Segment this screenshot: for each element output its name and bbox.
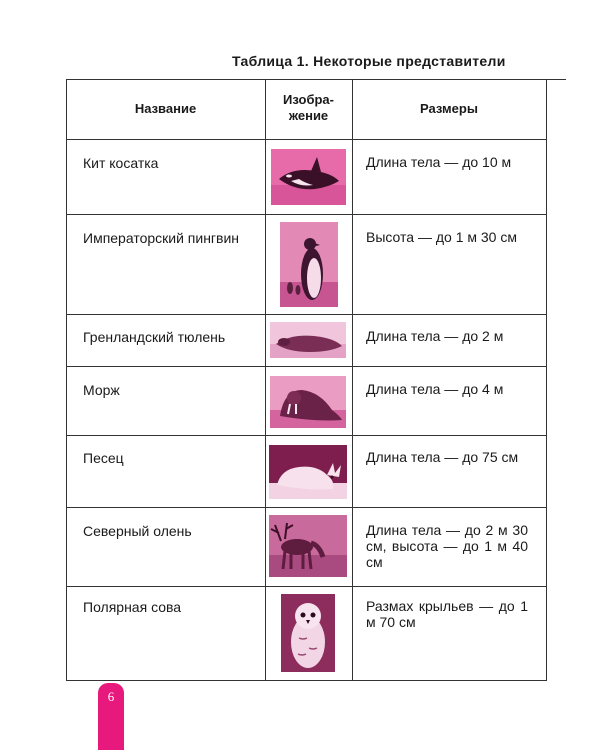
orca-photo-icon xyxy=(271,149,346,205)
table-caption: Таблица 1. Некоторые представители xyxy=(232,53,506,69)
header-image-line1: Изобра- xyxy=(283,92,334,107)
row-7-name: Полярная сова xyxy=(83,599,182,615)
reindeer-photo-icon xyxy=(269,515,347,577)
header-size: Размеры xyxy=(420,101,478,116)
row-6-size: Длина тела — до 2 м 30 см, высота — до 1 м 40 см xyxy=(366,522,528,570)
row-4-size: Длина тела — до 4 м xyxy=(366,381,504,397)
row-2-size: Высота — до 1 м 30 см xyxy=(366,229,517,245)
row-2-name: Императорский пингвин xyxy=(83,230,240,246)
row-6-name: Северный олень xyxy=(83,523,192,539)
row-3-size: Длина тела — до 2 м xyxy=(366,328,504,344)
row-5-name: Песец xyxy=(83,450,124,466)
row-3-name: Гренландский тюлень xyxy=(83,329,226,345)
header-image-line2: жение xyxy=(288,108,329,123)
row-4-name: Морж xyxy=(83,382,120,398)
arctic-fox-photo-icon xyxy=(269,445,347,499)
header-image xyxy=(265,92,352,124)
page-number-tab xyxy=(98,683,124,750)
snowy-owl-photo-icon xyxy=(281,594,335,672)
emperor-penguin-photo-icon xyxy=(280,222,338,307)
row-1-size: Длина тела — до 10 м xyxy=(366,154,512,170)
page-number: 6 xyxy=(107,689,115,704)
row-1-name: Кит косатка xyxy=(83,155,159,171)
walrus-photo-icon xyxy=(270,376,346,428)
animals-table xyxy=(66,79,566,681)
row-5-size: Длина тела — до 75 см xyxy=(366,449,519,465)
harp-seal-photo-icon xyxy=(270,322,346,358)
header-name: Название xyxy=(134,101,197,116)
row-7-size: Размах крыльев — до 1 м 70 см xyxy=(366,598,528,630)
